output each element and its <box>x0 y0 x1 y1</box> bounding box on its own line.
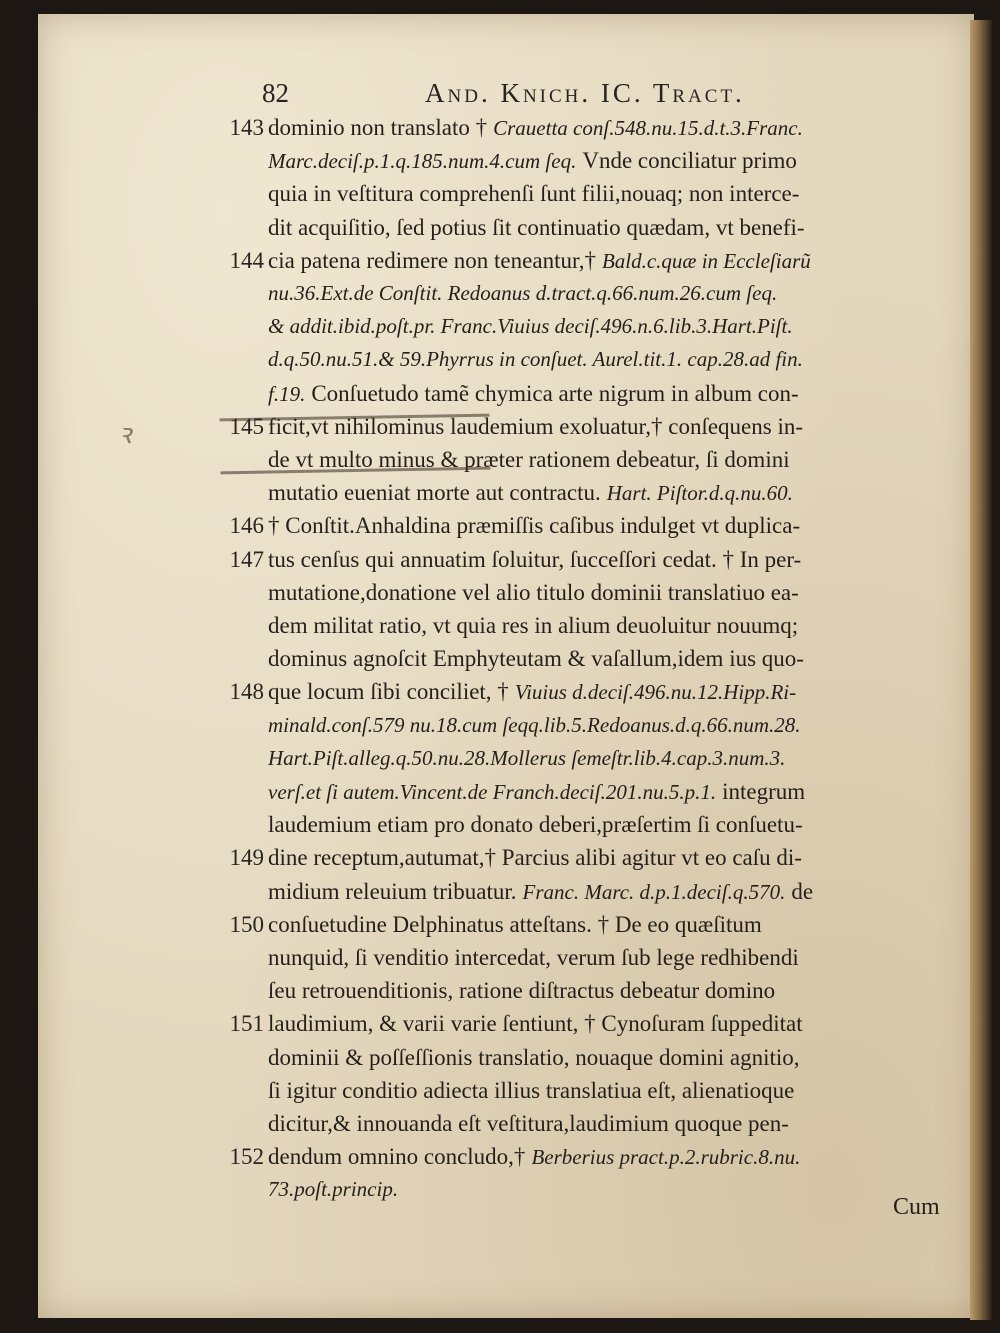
margin-section-number: 143 <box>229 115 264 140</box>
text-line <box>268 679 964 712</box>
text-line <box>268 115 964 148</box>
body-text: quia in veſtitura comprehenſi ſunt filii,nouaq; non interce- <box>268 181 800 207</box>
margin-section-number: 151 <box>229 1011 264 1037</box>
margin-section-number: 146 <box>229 513 264 539</box>
body-text: ſi igitur conditio adiecta illius translatiua eſt, alienatioque <box>268 1077 795 1103</box>
text-line <box>268 148 964 181</box>
text-line <box>268 381 964 414</box>
margin-section-number: 145 <box>229 413 264 439</box>
catchword: Cum <box>893 1194 940 1220</box>
body-text: integrum <box>722 779 806 804</box>
ink-strike-mark <box>220 414 491 475</box>
text-line <box>268 1177 964 1210</box>
text-line <box>268 248 964 281</box>
text-line <box>268 746 964 779</box>
body-text: de vt multo minus & præter rationem debeatur, ſi domini <box>268 447 790 472</box>
margin-section-number: 149 <box>229 845 264 871</box>
margin-section-number: 147 <box>229 546 264 572</box>
citation-text: Crauetta conſ.548.nu.15.d.t.3.Franc. <box>493 116 803 140</box>
citation-text: verſ.et ſi autem.Vincent.de Franch.deciſ.201.nu.5.p.1. <box>268 780 717 804</box>
text-line <box>268 613 964 646</box>
text-line <box>268 879 964 912</box>
text-block <box>0 115 1000 1215</box>
citation-text: Marc.deciſ.p.1.q.185.num.4.cum ſeq. <box>268 149 577 174</box>
margin-section-number: 150 <box>229 911 264 937</box>
text-line <box>268 912 964 945</box>
text-line <box>268 779 964 812</box>
citation-text: 73.poſt.princip. <box>268 1177 399 1202</box>
text-line <box>268 314 964 347</box>
body-text: ſeu retrouenditionis, ratione diſtractus debeatur domino <box>268 978 776 1004</box>
body-text: mutatio eueniat morte aut contractu. <box>268 480 601 506</box>
body-text: de <box>791 878 814 904</box>
text-line <box>268 513 964 546</box>
body-text: dendum omnino concludo,† <box>268 1144 526 1170</box>
running-header <box>0 72 1000 114</box>
text-line <box>268 1144 964 1177</box>
citation-text: Berberius pract.p.2.rubric.8.nu. <box>531 1145 801 1170</box>
body-text: dominii & poſſeſſionis translatio, nouaque domini agnitio, <box>268 1044 800 1070</box>
page-number: 82 <box>262 78 289 108</box>
text-line <box>268 1111 964 1144</box>
text-line <box>268 347 964 380</box>
text-line <box>268 646 964 679</box>
text-line <box>268 1078 964 1111</box>
text-line <box>268 1045 964 1078</box>
text-line <box>268 978 964 1011</box>
body-text: dicitur,& innouanda eſt veſtitura,laudimium quoque pen- <box>268 1111 789 1136</box>
citation-text: Hart. Piſtor.d.q.nu.60. <box>606 481 793 506</box>
margin-section-number: 144 <box>229 247 264 273</box>
citation-text: minald.conſ.579 nu.18.cum ſeqq.lib.5.Redoanus.d.q.66.num.28. <box>268 712 801 737</box>
citation-text: Franc. Marc. d.p.1.deciſ.q.570. <box>522 879 786 904</box>
text-line <box>268 480 964 513</box>
text-line <box>268 215 964 248</box>
text-line <box>268 945 964 978</box>
citation-text: d.q.50.nu.51.& 59.Phyrrus in conſuet. Aurel.tit.1. cap.28.ad fin. <box>268 347 803 372</box>
body-text: dominus agnoſcit Emphyteutam & vaſallum,idem ius quo- <box>268 646 804 672</box>
body-text: cia patena redimere non teneantur,† <box>268 247 596 273</box>
body-text: midium releuium tribuatur. <box>268 878 517 904</box>
body-text: dit acquiſitio, ſed potius ſit continuatio quædam, vt benefi- <box>268 214 805 240</box>
citation-text: Bald.c.quæ in Eccleſiarũ <box>601 248 811 273</box>
text-line <box>268 181 964 214</box>
body-text: † Conſtit.Anhaldina præmiſſis caſibus indulget vt duplica- <box>268 513 801 539</box>
citation-text: Hart.Piſt.alleg.q.50.nu.28.Mollerus ſemeſtr.lib.4.cap.3.num.3. <box>268 745 786 770</box>
body-text: conſuetudine Delphinatus atteſtans. † De eo quæſitum <box>268 911 762 937</box>
text-line <box>268 547 964 580</box>
body-text: dine receptum,autumat,† Parcius alibi agitur vt eo caſu di- <box>268 845 802 871</box>
citation-text: nu.36.Ext.de Conſtit. Redoanus d.tract.q.66.num.26.cum ſeq. <box>268 281 778 305</box>
body-text: laudemium etiam pro donato deberi,præſertim ſi conſuetu- <box>268 812 803 838</box>
text-line <box>268 812 964 845</box>
text-line <box>268 845 964 878</box>
body-text: tus cenſus qui annuatim ſoluitur, ſucceſſori cedat. † In per- <box>268 546 802 572</box>
text-line <box>268 580 964 613</box>
body-text: Conſuetudo tamẽ chymica arte nigrum in album con- <box>311 380 799 406</box>
body-text: ficit,vt nihilominus laudemium exoluatur,† conſequens in- <box>268 413 804 439</box>
body-text: dem militat ratio, vt quia res in alium deuoluitur nouumq; <box>268 613 799 638</box>
body-text: Vnde conciliatur primo <box>582 148 797 174</box>
citation-text: Viuius d.deciſ.496.nu.12.Hipp.Ri- <box>514 680 797 705</box>
body-text: mutatione,donatione vel alio titulo dominii translatiuo ea- <box>268 579 799 605</box>
text-line <box>268 713 964 746</box>
citation-text: f.19. <box>268 381 306 406</box>
citation-text: & addit.ibid.poſt.pr. Franc.Viuius deciſ.496.n.6.lib.3.Hart.Piſt. <box>268 314 793 339</box>
handwritten-margin-note: ꝛ <box>118 417 132 450</box>
body-text: laudimium, & varii varie ſentiunt, † Cynoſuram ſuppeditat <box>268 1011 803 1037</box>
margin-section-number: 152 <box>229 1144 264 1170</box>
body-text: dominio non translato † <box>268 115 488 140</box>
body-text: que locum ſibi conciliet, † <box>268 679 509 705</box>
body-text: nunquid, ſi venditio intercedat, verum ſub lege redhibendi <box>268 945 799 970</box>
running-title: And. Knich. IC. Tract. <box>425 78 745 108</box>
text-line <box>268 281 964 314</box>
margin-section-number: 148 <box>229 679 264 705</box>
text-line <box>268 1011 964 1044</box>
